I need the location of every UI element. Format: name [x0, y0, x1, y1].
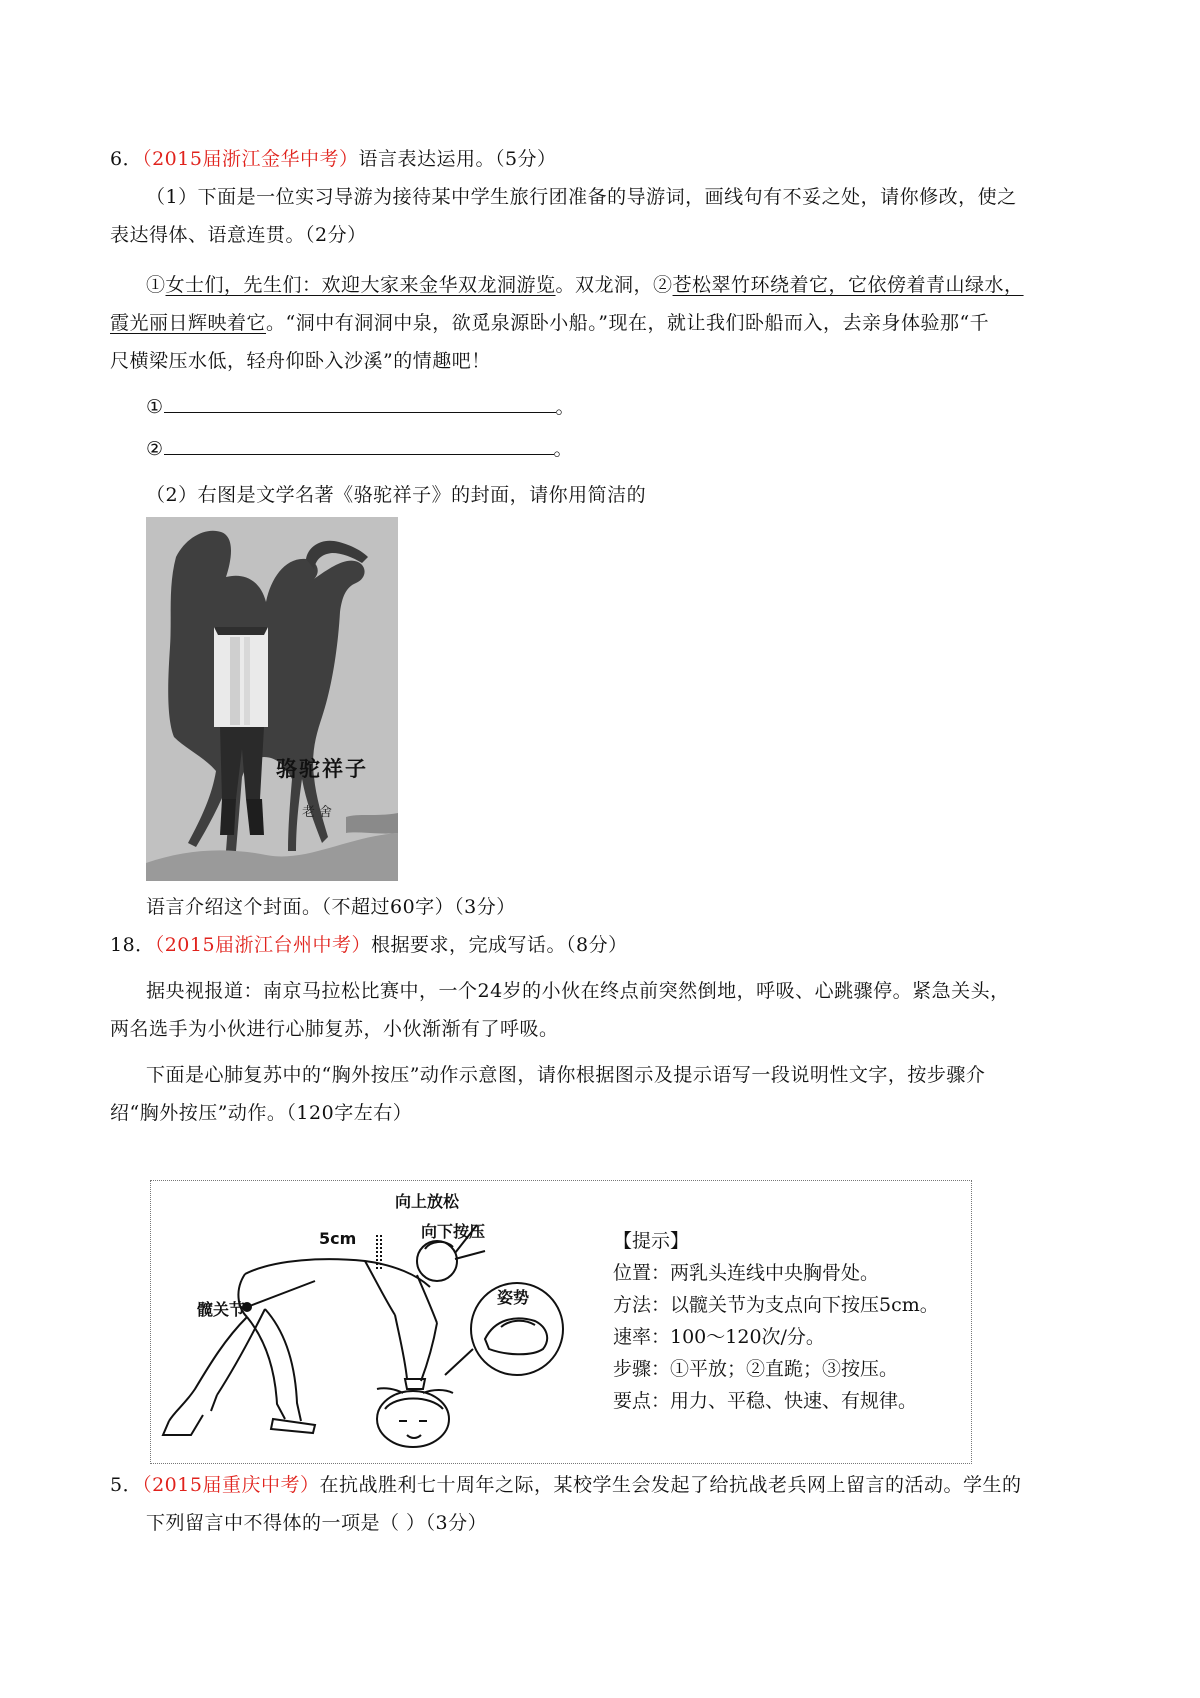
book-title: 骆驼祥子: [276, 757, 368, 781]
answer-mark: ①: [146, 396, 164, 418]
q18-para1-line2: 两名选手为小伙进行心肺复苏，小伙渐渐有了呼吸。: [110, 1018, 559, 1040]
q6-source: （2015届浙江金华中考）: [142, 148, 359, 170]
answer-line-2[interactable]: [146, 436, 573, 462]
q6-part1-line1: （1）下面是一位实习导游为接待某中学生旅行团准备的导游词，画线句有不妥之处，请你修改，使之: [146, 186, 1017, 208]
q5-line2: 下列留言中不得体的一项是（ ）（3分）: [146, 1512, 488, 1534]
passage-mark-1: ①: [146, 274, 166, 296]
q18-topic: 根据要求，完成写话。（8分）: [371, 934, 628, 956]
q5-number: 5．: [110, 1474, 143, 1496]
book-author: 老舍: [302, 805, 337, 820]
underlined-sentence-2b: 霞光丽日辉映着它: [110, 312, 267, 334]
q6-passage-line3: 尺横梁压水低，轻舟仰卧入沙溪”的情趣吧！: [110, 350, 491, 372]
tips-title: 【提示】: [613, 1230, 690, 1252]
q18-para1-line1: 据央视报道：南京马拉松比赛中，一个24岁的小伙在终点前突然倒地，呼吸、心跳骤停。紧急关头，: [146, 980, 1010, 1002]
camel-silhouette-illustration: [146, 517, 398, 881]
label-hip-joint: 髋关节: [197, 1300, 246, 1319]
answer-period: 。: [553, 438, 574, 460]
tip-rate: 速率：100～120次/分。: [613, 1326, 825, 1348]
q18-number: 18．: [110, 934, 155, 956]
cpr-figure-box: [150, 1180, 972, 1464]
q6-passage-line2: [110, 310, 989, 336]
tip-steps: 步骤：①平放；②直跪；③按压。: [613, 1358, 899, 1380]
book-cover-image: [146, 517, 398, 881]
q6-heading: [110, 146, 557, 172]
label-press-downward: 向下按压: [421, 1222, 486, 1241]
q5-source: （2015届重庆中考）: [142, 1474, 320, 1496]
label-5cm: 5cm: [319, 1229, 357, 1248]
tip-key-points: 要点：用力、平稳、快速、有规律。: [613, 1390, 918, 1412]
label-release-upward: 向上放松: [395, 1192, 460, 1211]
cpr-illustration: [155, 1189, 595, 1459]
q6-part2-line2: 语言介绍这个封面。（不超过60字）（3分）: [146, 896, 516, 918]
underlined-sentence-2a: 苍松翠竹环绕着它，它依傍着青山绿水，: [672, 274, 1024, 296]
q18-para2-line1: 下面是心肺复苏中的“胸外按压”动作示意图，请你根据图示及提示语写一段说明性文字，按步骤介: [146, 1064, 986, 1086]
q18-para2-line2: 绍“胸外按压”动作。（120字左右）: [110, 1102, 413, 1124]
q18-heading: [110, 932, 628, 958]
q6-topic: 语言表达运用。（5分）: [358, 148, 557, 170]
passage-text: 。双龙洞，②: [555, 274, 673, 296]
tip-method: 方法：以髋关节为支点向下按压5cm。: [613, 1294, 939, 1316]
q5-line1: 在抗战胜利七十周年之际，某校学生会发起了给抗战老兵网上留言的活动。学生的: [319, 1474, 1022, 1496]
answer-mark: ②: [146, 438, 164, 460]
q6-part2-line1: （2）右图是文学名著《骆驼祥子》的封面，请你用简洁的: [146, 484, 647, 506]
tip-position: 位置：两乳头连线中央胸骨处。: [613, 1262, 880, 1284]
passage-text: 。“洞中有洞洞中泉，欲觅泉源卧小船。”现在，就让我们卧船而入，去亲身体验那“千: [266, 312, 990, 334]
answer-blank-2[interactable]: [164, 436, 554, 455]
answer-blank-1[interactable]: [164, 394, 556, 413]
underlined-sentence-1: 女士们，先生们：欢迎大家来金华双龙洞游览: [165, 274, 556, 296]
answer-period: 。: [555, 396, 576, 418]
label-posture: 姿势: [497, 1288, 530, 1307]
q6-part1-line2: 表达得体、语意连贯。（2分）: [110, 224, 367, 246]
q18-source: （2015届浙江台州中考）: [154, 934, 372, 956]
q6-number: 6．: [110, 148, 143, 170]
answer-line-1[interactable]: [146, 394, 575, 420]
q5-heading: [110, 1472, 1021, 1498]
q6-passage-line1: [146, 272, 1024, 298]
